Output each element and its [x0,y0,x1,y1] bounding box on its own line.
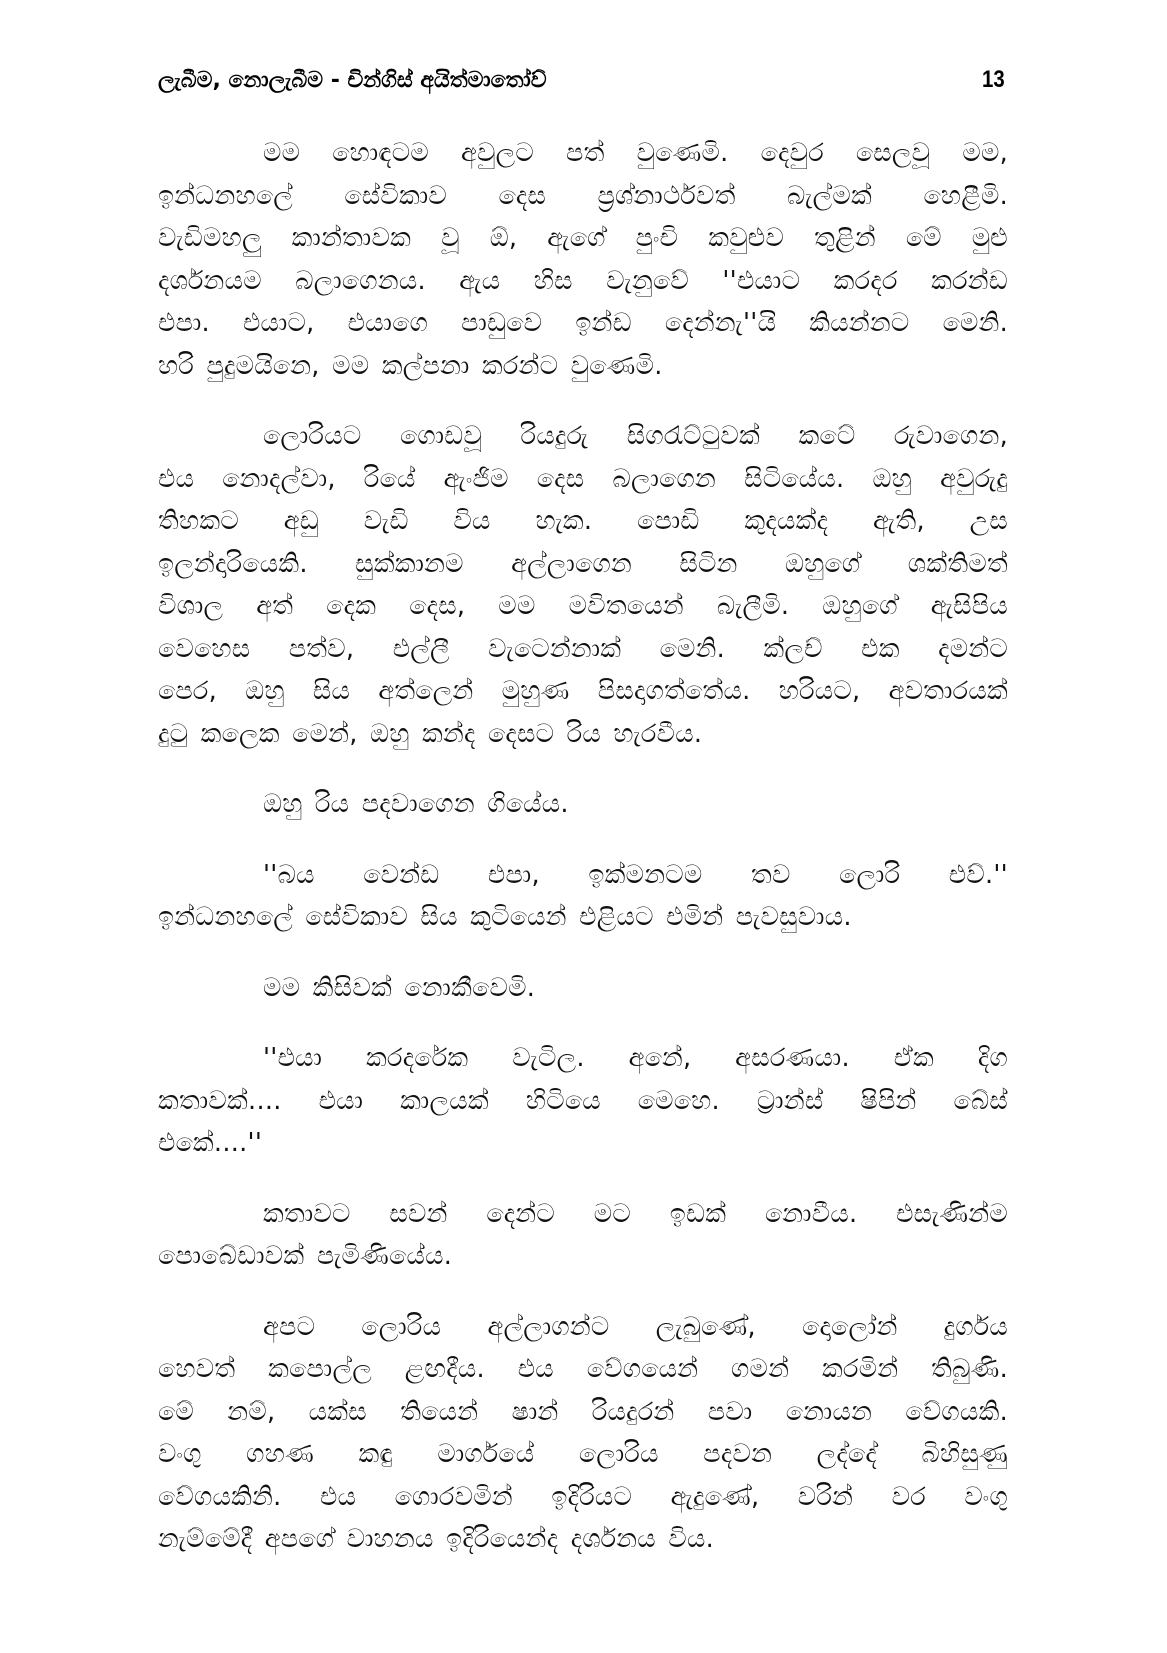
text-line: ඉන්ධනහලේ සේවිකාව සිය කුටියෙන් එළියට එමින් පැවසුවාය. [158,902,852,932]
text-line: පෙර, ඔහු සිය අත්ලෙන් මුහුණ පිසදාගත්තේය. හරියට, අවතාරයක් [158,676,1008,706]
text-line: ''එයා කරදරේක වැටිල. අනේ, අසරණයා. ඒක දිග [263,1043,1008,1073]
text-line: ලොරියට ගොඩවූ රියදුරු සිගරැට්ටුවක් කටේ රුවාගෙන, [263,421,1008,451]
paragraph [158,1193,1008,1278]
text-line: දර්ශනයම බලාගෙනය. ඇය හිස වැනුවේ ''එයාට කරදර කරන්ඩ [158,265,1008,296]
body-text [158,132,1008,1589]
text-line: වැඩිමහලු කාන්තාවක වූ ඕ, ඇගේ පුංචි කවුළුව තුළින් මේ මුළු [158,223,1008,253]
text-line: වෙහෙස පත්ව, එල්ලී වැටෙන්නාක් මෙනි. ක්ලච් එක දමන්ට [158,633,1008,664]
paragraph [158,854,1008,939]
text-line: හෙවත් කපොල්ල ළඟදීය. එය වේගයෙන් ගමන් කරමින් තිබුණි. [158,1354,1008,1384]
text-line: අපට ලොරිය අල්ලාගන්ට ලැබුණේ, දොලෝන් දුර්ගය [263,1311,1008,1342]
text-line: මම හොඳටම අවුලට පත් වුණෙමි. දෙවුර සෙලවූ මම, [263,138,1008,168]
page-number: 13 [982,66,1005,93]
text-line: එකේ....'' [158,1128,263,1158]
text-line: ඉලන්දාරියෙකි. සුක්කානම අල්ලාගෙන සිටින ඔහුගේ ශක්තිමත් [158,548,1008,579]
text-line: නැම්මේදී අපගේ වාහනය ඉදිරියෙන්ද දර්ශනය විය. [158,1524,714,1554]
text-line: ඔහු රිය පදවාගෙන ගියේය. [263,789,569,819]
paragraph [158,1306,1008,1561]
book-title-author: ලැබීම, නොලැබීම - චින්ගිස් අයිත්මාතෝව් [158,67,547,93]
text-line: විශාල අත් දෙක දෙස, මම මවිතයෙන් බැලීමි. ඔහුගේ ඇසිපිය [158,591,1008,621]
running-header [158,60,1007,100]
text-line: එපා. එයාට, එයාගෙ පාඩුවෙ ඉන්ඩ දෙන්නැ''යි කියන්නට මෙනි. [158,308,1008,338]
paragraph [158,783,1008,826]
paragraph [158,132,1008,387]
text-line: ඉන්ධනහලේ සේවිකාව දෙස ප්‍රශ්නාර්ථවත් බැල්මක් හෙළීමි. [158,180,1008,211]
text-line: හරි පුදුමයිනෙ, මම කල්පනා කරන්ට වුණෙමි. [158,350,663,381]
paragraph [158,1037,1008,1165]
text-line: දුටු කලෙක මෙන්, ඔහු කන්ද දෙසට රිය හැරවීය. [158,718,703,749]
text-line: පොබේඩාවක් පැමිණියේය. [158,1241,453,1271]
text-line: මම කිසිවක් නොකීවෙමි. [263,972,536,1003]
text-line: වේගයකිනි. එය ගොරවමින් ඉදිරියට ඇදුණේ, වරින් වර වංගු [158,1481,1008,1512]
paragraph [158,415,1008,755]
text-line: කතාවට සවන් දෙන්ට මට ඉඩක් නොවීය. එසැණින්ම [263,1198,1008,1229]
text-line: එය නොදල්වා, රියේ ඇංජිම දෙස බලාගෙන සිටියේය. ඔහු අවුරුදු [158,463,1008,494]
text-line: තිහකට අඩු වැඩි විය හැක. පොඩි කුදයක්ද ඇති, උස [158,506,1008,536]
text-line: ''බය වෙන්ඩ එපා, ඉක්මනටම තව ලොරි එව්.'' [263,859,1008,890]
text-line: වංගු ගහණ කඳු මාර්ගයේ ලොරිය පදවන ලද්දේ බිහිසුණු [158,1439,1008,1469]
paragraph [158,967,1008,1010]
text-line: කතාවක්.... එයා කාලයක් හිටියෙ මෙහෙ. ට්‍රාන්ස් ෂිපින් බේස් [158,1085,1008,1116]
text-line: මේ නම්, යක්ස තියෙන් ෂාන් රියදුරන් පවා නොයන වේගයකි. [158,1396,1008,1427]
